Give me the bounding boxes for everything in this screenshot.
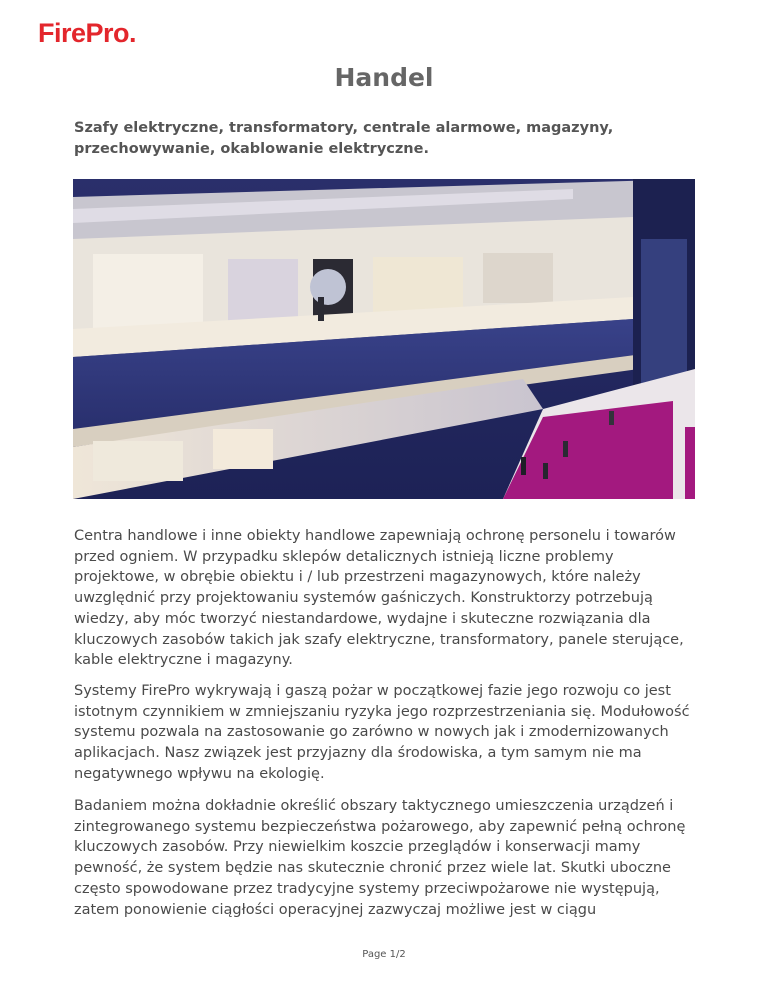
shopping-mall-photo [73,179,695,499]
firepro-logo: FirePro. [38,18,137,48]
page-subtitle: Szafy elektryczne, transformatory, centrale alarmowe, magazyny, przechowywanie, okablowanie elektryczne. [74,120,614,157]
page-title: Handel [334,63,434,92]
paragraph-retail-protection: Centra handlowe i inne obiekty handlowe zapewniają ochronę personelu i towarów przed ogniem. W przypadku sklepów detalicznych istnieją liczne problemy projektowe, w obrębie obiektu i / lub przestrzeni magazynowych, które należy uwzględnić przy projektowaniu systemów gaśniczych. Konstruktorzy potrzebują wiedzy, aby móc tworzyć niestandardowe, wydajne i skuteczne rozwiązania dla kluczowych zasobów takich jak szafy elektryczne, transformatory, panele sterujące, kable elektryczne i magazyny. [74,528,684,669]
paragraph-assessment: Badaniem można dokładnie określić obszary taktycznego umieszczenia urządzeń i zintegrowanego systemu bezpieczeństwa pożarowego, aby zapewnić pełną ochronę kluczowych zasobów. Przy niewielkim koszcie przeglądów i konserwacji mamy pewność, że system będzie nas skutecznie chronić przez wiele lat. Skutki uboczne często spowodowane przez tradycyjne systemy przeciwpożarowe nie występują, zatem ponowienie ciągłości operacyjnej zazwyczaj możliwe jest w ciągu [74,798,686,918]
page-number: Page 1/2 [362,949,406,960]
paragraph-firepro-systems: Systemy FirePro wykrywają i gaszą pożar w początkowej fazie jego rozwoju co jest istotnym czynnikiem w zmniejszaniu ryzyka jego rozprzestrzeniania się. Modułowość systemu pozwala na zastosowanie go zarówno w nowych jak i zmodernizowanych aplikacjach. Nasz związek jest przyjazny dla środowiska, a tym samym nie ma negatywnego wpływu na ekologię. [74,683,690,782]
